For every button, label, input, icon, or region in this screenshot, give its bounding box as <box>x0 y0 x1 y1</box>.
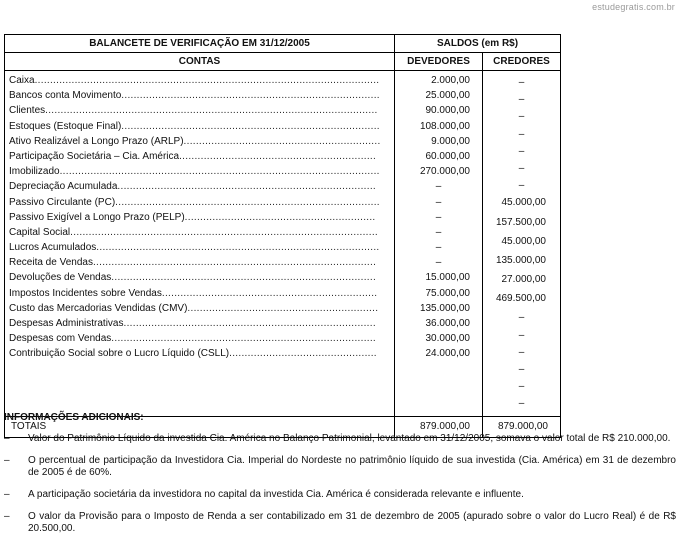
leader-dots: .................................................................................................... <box>70 226 378 238</box>
info-text: A participação societária da investidora no capital da investida Cia. América é considerada relevante e influente. <box>28 489 524 500</box>
leader-dots: ...................................................................................... <box>111 333 377 345</box>
credit-value: 469.500,00 <box>495 293 546 305</box>
leader-dots: ............................................................................................ <box>96 242 380 254</box>
bullet-dash: – <box>4 511 10 522</box>
leader-dots: ...................................................................... <box>161 287 378 299</box>
debits-column <box>395 71 482 366</box>
account-name: Capital Social <box>9 226 71 238</box>
leader-dots: ...................................................................................... <box>111 272 377 284</box>
totals-devedores: 879.000,00 <box>395 416 483 437</box>
debit-value: – <box>435 211 442 223</box>
debit-value: – <box>435 226 442 238</box>
account-row <box>5 164 394 179</box>
totals-credores: 879.000,00 <box>483 416 561 437</box>
account-name: Lucros Acumulados <box>9 242 97 254</box>
account-name: Contribuição Social sobre o Lucro Líquido (CSLL) <box>9 348 230 360</box>
info-item <box>4 489 676 501</box>
account-name: Participação Societária – Cia. América <box>9 150 180 162</box>
leader-dots: .................................................................................... <box>121 90 380 102</box>
account-row <box>5 179 394 194</box>
col-credores: CREDORES <box>483 53 561 71</box>
credit-value: 157.500,00 <box>495 216 546 228</box>
debit-value: 30.000,00 <box>425 333 470 345</box>
credit-value: – <box>518 398 525 410</box>
leader-dots: ................................................ <box>229 348 377 360</box>
account-name: Clientes <box>9 105 46 117</box>
debit-value: 15.000,00 <box>425 272 470 284</box>
leader-dots: ................................................................ <box>183 135 381 147</box>
leader-dots: ............................................................................................................ <box>45 105 378 117</box>
account-row <box>5 103 394 118</box>
debit-value: 270.000,00 <box>419 166 470 178</box>
credit-value: – <box>518 329 525 341</box>
credit-value: – <box>518 145 525 157</box>
info-title: INFORMAÇÕES ADICIONAIS: <box>4 412 144 423</box>
debit-value: 9.000,00 <box>431 135 470 147</box>
credit-value: – <box>518 346 525 358</box>
info-list <box>4 433 676 535</box>
col-devedores: DEVEDORES <box>395 53 483 71</box>
credit-value: 45.000,00 <box>501 197 546 209</box>
debit-value: 60.000,00 <box>425 150 470 162</box>
account-name: Passivo Circulante (PC) <box>9 196 116 208</box>
account-row <box>5 331 394 346</box>
account-row <box>5 301 394 316</box>
debit-value: – <box>435 257 442 269</box>
account-name: Ativo Realizável a Longo Prazo (ARLP) <box>9 135 184 147</box>
debit-value: – <box>435 181 442 193</box>
bullet-dash: – <box>4 433 10 444</box>
account-name: Passivo Exigível a Longo Prazo (PELP) <box>9 211 185 223</box>
info-text: Valor do Patrimônio Líquido da investida Cia. América no Balanço Patrimonial, levantado em 31/12/2005, somava o valor total de R$ 210.000,00. <box>28 433 671 444</box>
leader-dots: .................................................................................. <box>123 318 376 329</box>
debit-value: 90.000,00 <box>425 105 470 117</box>
leader-dots: .............................................................. <box>187 302 379 314</box>
account-row <box>5 88 394 103</box>
account-name: Depreciação Acumulada <box>9 181 118 193</box>
account-row <box>5 73 394 88</box>
credit-value: – <box>518 162 525 174</box>
leader-dots: .................................................................................... <box>117 181 376 193</box>
credit-value: – <box>518 94 525 106</box>
bullet-dash: – <box>4 455 10 466</box>
debit-value: 108.000,00 <box>419 120 470 132</box>
info-item <box>4 433 676 445</box>
account-row <box>5 225 394 240</box>
info-text: O percentual de participação da Investidora Cia. Imperial do Nordeste no patrimônio líquido de sua investida (Cia. América) em 31 de dezembro de 2005 é de 60%. <box>28 455 676 478</box>
leader-dots: ............................................................................................ <box>92 257 377 269</box>
info-text: O valor da Provisão para o Imposto de Renda a ser contabilizado em 31 de dezembro de 2005 (apurado sobre o valor do Lucro Real) é de R$ 20.500,00. <box>28 511 676 534</box>
account-name: Devoluções de Vendas <box>9 272 112 284</box>
debit-value: 75.000,00 <box>425 287 470 299</box>
account-row <box>5 210 394 225</box>
leader-dots: ................................................................ <box>179 150 377 162</box>
accounts-column <box>5 71 394 366</box>
account-row <box>5 255 394 270</box>
debit-value: – <box>435 242 442 254</box>
leader-dots: ........................................................................................................ <box>59 166 380 178</box>
debit-value: 2.000,00 <box>431 75 470 86</box>
leader-dots: .............................................................. <box>184 211 376 223</box>
table-title: BALANCETE DE VERIFICAÇÃO EM 31/12/2005 <box>5 35 395 53</box>
credit-value: – <box>518 312 525 324</box>
account-row <box>5 195 394 210</box>
debit-value: 135.000,00 <box>419 302 470 314</box>
credit-value: – <box>518 111 525 123</box>
debit-value: 36.000,00 <box>425 318 470 329</box>
account-row <box>5 119 394 134</box>
credit-value: 27.000,00 <box>501 274 546 286</box>
account-row <box>5 134 394 149</box>
account-name: Caixa <box>9 75 35 86</box>
credit-value: – <box>518 364 525 375</box>
credit-value: – <box>518 381 525 393</box>
account-row <box>5 149 394 164</box>
info-item <box>4 511 676 535</box>
account-row <box>5 286 394 301</box>
credit-value: – <box>518 128 525 140</box>
account-row <box>5 270 394 285</box>
saldos-header: SALDOS (em R$) <box>395 35 561 53</box>
account-name: Estoques (Estoque Final) <box>9 120 122 132</box>
account-name: Imobilizado <box>9 166 60 178</box>
account-name: Bancos conta Movimento <box>9 90 122 102</box>
trial-balance-table <box>4 34 561 438</box>
col-contas: CONTAS <box>5 53 395 71</box>
debit-value: 25.000,00 <box>425 90 470 102</box>
account-name: Custo das Mercadorias Vendidas (CMV) <box>9 302 188 314</box>
credit-value: 135.000,00 <box>495 254 546 266</box>
debit-value: – <box>435 196 442 208</box>
additional-info <box>4 412 676 545</box>
account-row <box>5 346 394 361</box>
debit-value: 24.000,00 <box>425 348 470 360</box>
watermark: estudegratis.com.br <box>592 2 675 12</box>
account-row <box>5 316 394 331</box>
credit-value: – <box>518 180 525 192</box>
credit-value: – <box>518 77 525 88</box>
bullet-dash: – <box>4 489 10 500</box>
account-name: Despesas com Vendas <box>9 333 112 345</box>
credits-column <box>483 71 560 416</box>
leader-dots: ...................................................................................... <box>115 196 380 208</box>
info-item <box>4 455 676 479</box>
account-row <box>5 240 394 255</box>
leader-dots: .................................................................................... <box>121 120 380 132</box>
account-name: Impostos Incidentes sobre Vendas <box>9 287 162 299</box>
leader-dots: ................................................................................................................ <box>34 75 380 86</box>
credit-value: 45.000,00 <box>501 235 546 247</box>
totals-label: TOTAIS <box>5 416 395 437</box>
account-name: Receita de Vendas <box>9 257 93 269</box>
account-name: Despesas Administrativas <box>9 318 124 329</box>
